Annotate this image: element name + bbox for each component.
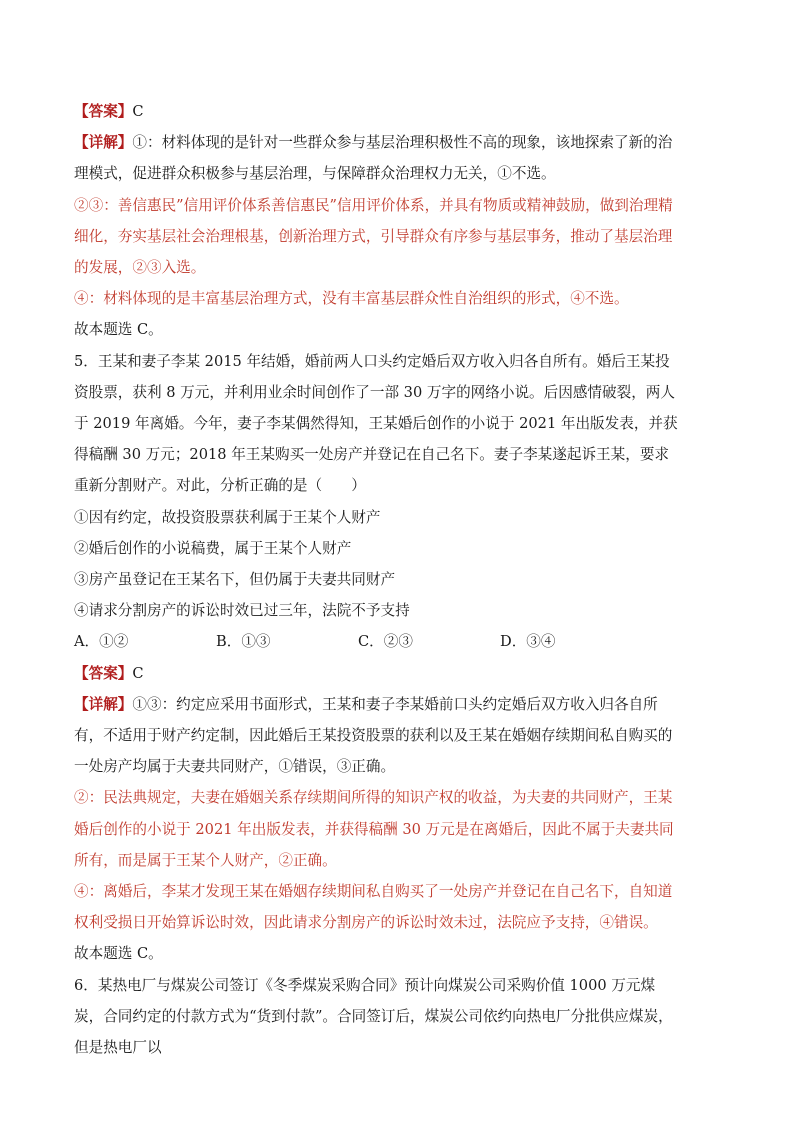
document-body xyxy=(74,96,680,1063)
conclusion-line: 故本题选 C。 xyxy=(74,945,163,963)
analysis-paragraph: ②③：善信惠民”信用评价体系善信惠民”信用评价体系，并具有物质或精神鼓励，做到治理精细化，夯实基层社会治理根基，创新治理方式，引导群众有序参与基层事务，推动了基层治理的发展，②③入选。 xyxy=(74,196,673,277)
statement-item: ②婚后创作的小说稿费，属于王某个人财产 xyxy=(74,539,352,557)
detail-paragraph xyxy=(74,689,680,783)
detail-text: ①③：约定应采用书面形式，王某和妻子李某婚前口头约定婚后双方收入归各自所有，不适用于财产约定制，因此婚后王某投资股票的获利以及王某在婚姻存续期间私自购买的一处房产均属于夫妻共同财产，①错误，③正确。 xyxy=(74,695,673,776)
detail-paragraph xyxy=(74,127,680,189)
statement-item: ③房产虽登记在王某名下，但仍属于夫妻共同财产 xyxy=(74,571,396,589)
option-b: B．①③ xyxy=(216,633,271,651)
detail-tag: 【详解】 xyxy=(74,134,133,152)
answer-tag: 【答案】 xyxy=(74,664,133,682)
option-d: D．③④ xyxy=(500,633,556,651)
answer-line xyxy=(74,96,680,127)
statement-item: ④请求分割房产的诉讼时效已过三年，法院不予支持 xyxy=(74,602,410,620)
answer-line xyxy=(74,658,680,689)
analysis-paragraph: ④：离婚后，李某才发现王某在婚姻存续期间私自购买了一处房产并登记在自己名下，自知道权利受损日开始算诉讼时效，因此请求分割房产的诉讼时效未过，法院应予支持，④错误。 xyxy=(74,883,673,932)
conclusion-line: 故本题选 C。 xyxy=(74,321,163,339)
answer-options xyxy=(74,626,680,657)
question-stem: 6．某热电厂与煤炭公司签订《冬季煤炭采购合同》预计向煤炭公司采购价值 1000 万元煤炭，合同约定的付款方式为“货到付款”。合同签订后，煤炭公司依约向热电厂分批供应煤炭，但是热电厂以 xyxy=(74,976,673,1057)
question-stem: 5．王某和妻子李某 2015 年结婚，婚前两人口头约定婚后双方收入归各自所有。婚后王某投资股票，获利 8 万元，并利用业余时间创作了一部 30 万字的网络小说。后因感情破裂，两人于 2019 年离婚。今年，妻子李某偶然得知，王某婚后创作的小说于 2021 年出版发表，并获得稿酬 30 万元；2018 年王某购买一处房产并登记在自己名下。妻子李某遂起诉王某，要求重新分割财产。对此，分析正确的是（ ） xyxy=(74,352,678,495)
analysis-paragraph: ②：民法典规定，夫妻在婚姻关系存续期间所得的知识产权的收益，为夫妻的共同财产，王某婚后创作的小说于 2021 年出版发表，并获得稿酬 30 万元是在离婚后，因此不属于夫妻共同所有，而是属于王某个人财产，②正确。 xyxy=(74,789,674,869)
detail-text: ①：材料体现的是针对一些群众参与基层治理积极性不高的现象，该地探索了新的治理模式，促进群众积极参与基层治理，与保障群众治理权力无关，①不选。 xyxy=(74,134,673,183)
option-c: C．②③ xyxy=(358,633,413,651)
option-a: A．①② xyxy=(74,633,129,651)
answer-value: C xyxy=(132,103,144,120)
analysis-paragraph: ④：材料体现的是丰富基层治理方式，没有丰富基层群众性自治组织的形式，④不选。 xyxy=(74,290,629,308)
answer-value: C xyxy=(132,664,144,682)
statement-item: ①因有约定，故投资股票获利属于王某个人财产 xyxy=(74,508,381,526)
detail-tag: 【详解】 xyxy=(74,695,133,713)
answer-tag: 【答案】 xyxy=(74,103,133,120)
